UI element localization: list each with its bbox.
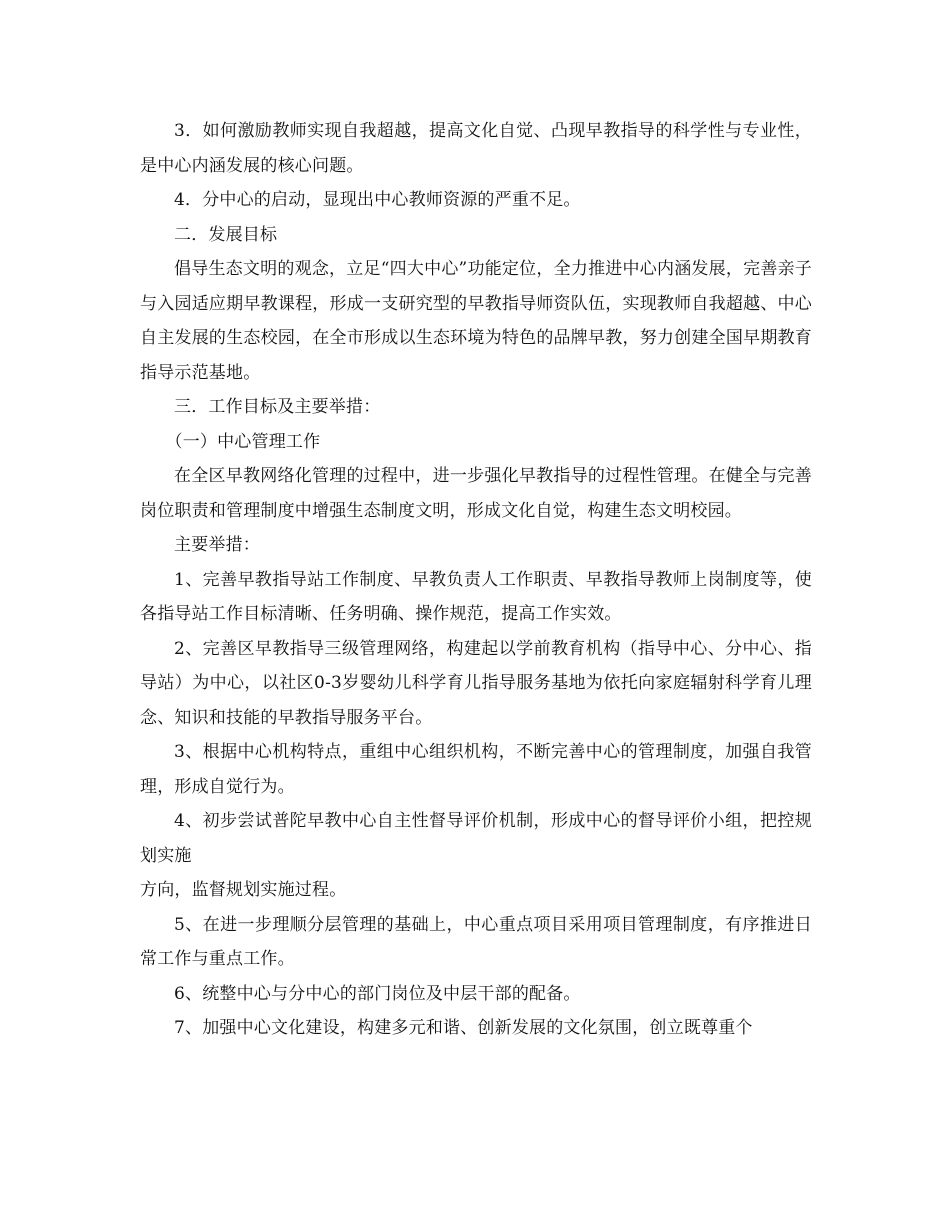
measure-item-4-continued: 方向，监督规划实施过程。: [140, 880, 347, 900]
paragraph-center-management: 在全区早教网络化管理的过程中，进一步强化早教指导的过程性管理。在健全与完善岗位职责和管理制度中增强生态制度文明，形成文化自觉，构建生态文明校园。: [140, 466, 812, 521]
measure-item-6: 6、统整中心与分中心的部门岗位及中层干部的配备。: [174, 983, 581, 1004]
measure-item-5: 5、在进一步理顺分层管理的基础上，中心重点项目采用项目管理制度，有序推进日常工作与重点工作。: [140, 914, 812, 969]
measure-item-2: 2、完善区早教指导三级管理网络，构建起以学前教育机构（指导中心、分中心、指导站）为中心，以社区0-3岁婴幼儿科学育儿指导服务基地为依托向家庭辐射科学育儿理念、知识和技能的早教指导服务平台。: [140, 638, 812, 728]
section-heading-work-goals: 三．工作目标及主要举措：: [174, 397, 381, 417]
measure-item-1: 1、完善早教指导站工作制度、早教负责人工作职责、早教指导教师上岗制度等，使各指导站工作目标清晰、任务明确、操作规范，提高工作实效。: [140, 569, 812, 624]
document-body: [140, 114, 812, 1046]
measure-item-7: 7、加强中心文化建设，构建多元和谐、创新发展的文化氛围，创立既尊重个: [174, 1018, 753, 1038]
paragraph-item-4: 4．分中心的启动，显现出中心教师资源的严重不足。: [174, 190, 581, 210]
measure-item-3: 3、根据中心机构特点，重组中心组织机构，不断完善中心的管理制度，加强自我管理，形成自觉行为。: [140, 742, 812, 797]
paragraph-main-measures-label: 主要举措：: [174, 535, 260, 555]
subsection-heading-center-management: （一）中心管理工作: [165, 431, 321, 452]
paragraph-item-3: 3．如何激励教师实现自我超越，提高文化自觉、凸现早教指导的科学性与专业性，是中心内涵发展的核心问题。: [140, 121, 812, 176]
measure-item-4: 4、初步尝试普陀早教中心自主性督导评价机制，形成中心的督导评价小组，把控规划实施: [140, 811, 812, 866]
paragraph-development-goals: 倡导生态文明的观念，立足“四大中心”功能定位，全力推进中心内涵发展，完善亲子与入园适应期早教课程，形成一支研究型的早教指导师资队伍，实现教师自我超越、中心自主发展的生态校园，在全市形成以生态环境为特色的品牌早教，努力创建全国早期教育指导示范基地。: [140, 259, 812, 383]
section-heading-development-goals: 二．发展目标: [174, 224, 278, 245]
